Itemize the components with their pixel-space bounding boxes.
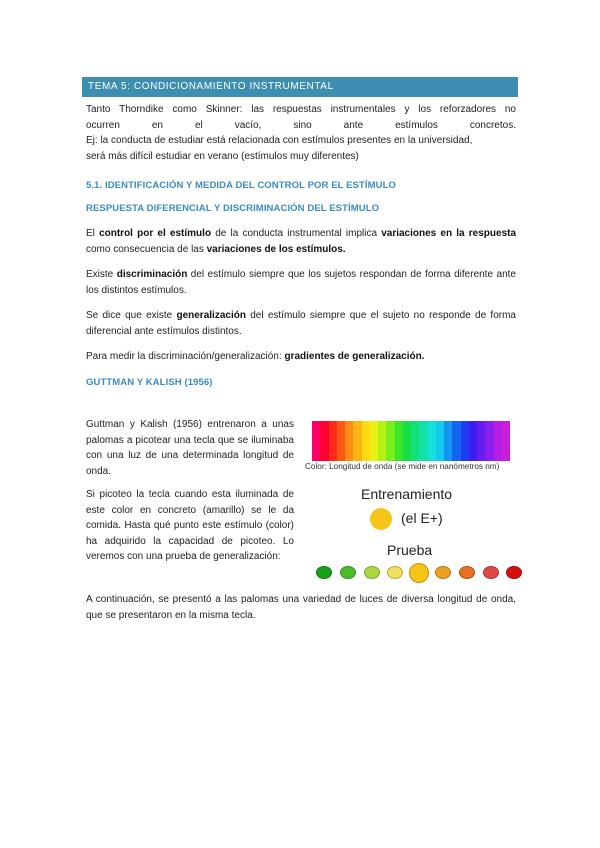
subheading: RESPUESTA DIFERENCIAL Y DISCRIMINACIÓN DEL ESTÍMULO	[86, 203, 380, 214]
guttman-paragraph-1: Guttman y Kalish (1956) entrenaron a unas palomas a picotear una tecla que se iluminaba con una luz de una determinada longitud de onda.	[86, 419, 294, 477]
intro-line: ocurren en el vacío, sino ante estímulos concretos.	[86, 119, 516, 131]
test-stimulus-dot	[483, 566, 499, 579]
spectrum-band	[370, 421, 378, 461]
text: Para medir la discriminación/generalización:	[86, 351, 285, 362]
spectrum-band	[353, 421, 361, 461]
spectrum-band	[329, 421, 337, 461]
spectrum-band	[485, 421, 493, 461]
test-stimulus-dot	[364, 566, 380, 579]
spectrum-band	[494, 421, 502, 461]
test-stimulus-dot	[409, 563, 429, 583]
intro-line: Tanto Thorndike como Skinner: las respuestas instrumentales y los reforzadores no	[86, 104, 516, 115]
spectrum-band	[469, 421, 477, 461]
text: como consecuencia de las	[86, 243, 207, 255]
spectrum-band	[428, 421, 436, 461]
text: del estímulo siempre que el sujeto no responde de forma diferencial ante estímulos distintos.	[86, 310, 516, 337]
guttman-heading: GUTTMAN Y KALISH (1956)	[86, 377, 213, 388]
test-stimulus-dot	[435, 566, 451, 579]
intro-line: será más difícil estudiar en verano (estímulos muy diferentes)	[86, 150, 359, 162]
paragraph-measure	[86, 349, 516, 365]
spectrum-band	[419, 421, 427, 461]
spectrum-band	[477, 421, 485, 461]
test-stimulus-dot	[387, 566, 403, 579]
spectrum-band	[444, 421, 452, 461]
test-stimulus-dot	[459, 566, 475, 579]
training-note: (el E+)	[401, 510, 443, 526]
color-spectrum	[312, 421, 510, 461]
bold-term: discriminación	[116, 269, 188, 280]
spectrum-band	[345, 421, 353, 461]
intro-paragraph	[86, 102, 516, 164]
bold-term: variaciones en la respuesta	[381, 228, 517, 239]
test-label: Prueba	[387, 542, 433, 558]
text: Existe	[86, 269, 117, 280]
test-stimulus-dot	[340, 566, 356, 579]
paragraph-generalization	[86, 308, 516, 339]
spectrum-band	[502, 421, 510, 461]
intro-line: Ej: la conducta de estudiar está relacionada con estímulos presentes en la universidad,	[86, 135, 473, 146]
training-label: Entrenamiento	[361, 486, 453, 502]
spectrum-band	[395, 421, 403, 461]
text: Se dice que existe	[86, 310, 177, 321]
bold-term: generalización	[176, 310, 246, 321]
bold-term: gradientes de generalización.	[284, 351, 425, 362]
spectrum-caption: Color: Longitud de onda (se mide en nanómetros nm)	[305, 462, 500, 471]
spectrum-band	[452, 421, 460, 461]
guttman-paragraph-2: Si picoteo la tecla cuando esta iluminada de este color en concreto (amarillo) se le da comida. Hasta qué punto este estímulo (color) ha adquirido la capacidad de picoteo. Lo veremos con una prueba de generalización:	[86, 489, 294, 562]
section-heading: 5.1. IDENTIFICACIÓN Y MEDIDA DEL CONTROL POR EL ESTÍMULO	[86, 180, 396, 191]
spectrum-band	[312, 421, 320, 461]
spectrum-band	[378, 421, 386, 461]
spectrum-band	[320, 421, 328, 461]
closing-paragraph: A continuación, se presentó a las palomas una variedad de luces de diversa longitud de onda, que se presentaron en la misma tecla.	[86, 594, 516, 621]
spectrum-band	[337, 421, 345, 461]
paragraph-control	[86, 226, 516, 257]
text: El	[86, 228, 100, 239]
spectrum-band	[411, 421, 419, 461]
spectrum-band	[461, 421, 469, 461]
paragraph-discrimination	[86, 267, 516, 298]
bold-term: control por el estímulo	[99, 228, 212, 239]
test-stimulus-dot	[506, 566, 522, 579]
bold-term: variaciones de los estímulos.	[206, 243, 346, 255]
training-stimulus-dot	[370, 508, 392, 530]
spectrum-band	[403, 421, 411, 461]
spectrum-band	[386, 421, 394, 461]
spectrum-band	[436, 421, 444, 461]
page-title: TEMA 5: CONDICIONAMIENTO INSTRUMENTAL	[82, 77, 518, 97]
text: de la conducta instrumental implica	[211, 228, 382, 239]
text: del estímulo siempre que los sujetos respondan de forma diferente ante los distintos estímulos.	[86, 269, 516, 296]
test-stimulus-dot	[316, 566, 332, 579]
spectrum-band	[362, 421, 370, 461]
